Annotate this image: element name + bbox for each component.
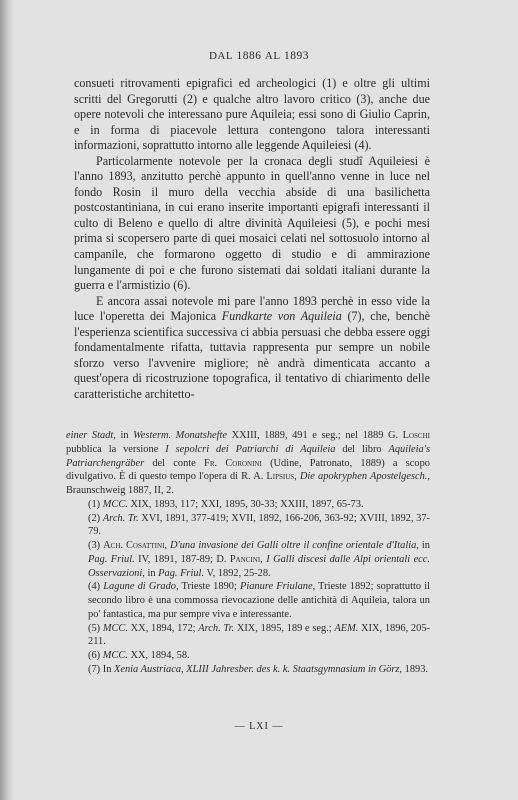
running-header	[0, 50, 518, 62]
note-text: del conte	[144, 457, 205, 469]
note-text: Pag. Friul.	[158, 567, 205, 579]
footnote-2	[66, 512, 430, 540]
paragraph-3-end: (7), che, benchè l'esperienza scientifica successiva ci abbia persuasi che debba essere oggi fondamentalmente rifatta, tuttavia rappresenta pur sempre un nobile sforzo verso l'avvenire migliore; nè andrà dimenticata accanto a quest'opera di ricostruzione topografica, il tentativo di chiarimento delle caratteristiche architetto-	[74, 309, 430, 401]
note-number: (2)	[88, 512, 101, 524]
note-author: Ach. Cosattini	[103, 540, 165, 551]
note-text: V, 1892, 25-28.	[204, 567, 271, 579]
note-text: , Trieste 1892; soprattutto il secondo libro è una commossa rievocazione delle antichità di Aquileia, talora un po' fantastica, ma pur sempre viva e interessante.	[88, 581, 430, 620]
page-spine-shadow	[0, 0, 14, 800]
note-text: pubblica la versione	[66, 443, 166, 455]
note-text: del libro	[335, 443, 389, 455]
paragraph-3-start: E ancora assai notevole mi pare l'anno 1893 perchè in esso vide la luce l'operetta dei Majonica	[74, 293, 430, 324]
header-year1: 1886	[236, 50, 262, 62]
header-year2: 1893	[283, 50, 309, 62]
note-text: AEM.	[334, 622, 359, 634]
note-text: XIX, 1896, 205-211.	[88, 622, 430, 648]
footnote-4	[66, 580, 430, 621]
note-text: XIX, 1893, 117; XXI, 1895, 30-33; XXIII, 1897, 65-73.	[127, 498, 364, 510]
note-text: MCC.	[102, 622, 128, 634]
note-text: Pianure Friulane	[240, 581, 313, 593]
note-author: Fr. Coronini	[204, 457, 262, 469]
note-text: Die apokryphen Apostelgesch.	[299, 471, 428, 483]
note-number: (7)	[88, 663, 101, 675]
note-author: R. A. Lipsius	[241, 471, 295, 483]
note-text: ,	[164, 540, 171, 551]
note-number: (1)	[88, 498, 101, 510]
footnotes	[66, 429, 430, 677]
note-text: MCC.	[102, 498, 128, 510]
paragraph-1: consueti ritrovamenti epigrafici ed archeologici (1) e oltre gli ultimi scritti del Gregorutti (2) e qualche altro lavoro critico (3), anche due opere notevoli che interessano pure Aquileia; essi sono di Giulio Caprin, e in forma di piacevole lettura contengono talora interessanti informazioni, soprattutto intorno alle leggende Aquileiesi (4).	[74, 76, 430, 153]
note-number: (3)	[88, 540, 101, 551]
note-text: Arch. Tr.	[102, 512, 139, 524]
note-text: Aquileia's Patriarchengräber	[66, 443, 430, 469]
note-text: einer Stadt	[66, 430, 114, 441]
note-text: , Trieste 1890;	[175, 581, 240, 593]
note-text: MCC.	[102, 650, 128, 661]
note-text: In	[102, 663, 114, 675]
note-text: , Braunschweig 1887, II, 2.	[66, 471, 431, 496]
note-text: Arch. Tr.	[198, 622, 235, 634]
note-text: I Galli discesi dalle Alpi orientali ecc. Osservazioni	[88, 553, 431, 579]
note-text: D'una invasione dei Galli oltre il confine orientale d'Italia	[170, 540, 417, 551]
note-text: IV, 1891, 187-89;	[134, 553, 217, 565]
note-number: (4)	[88, 581, 101, 593]
note-text: XX, 1894, 58.	[127, 650, 190, 661]
footnote-continuation	[66, 429, 430, 498]
note-text: Lagune di Grado	[103, 581, 176, 593]
footnote-1	[66, 498, 430, 512]
note-text: XXIII, 1889, 491 e seg.; nel 1889	[227, 430, 388, 441]
note-author: D. Pancini	[216, 553, 261, 565]
header-mid: AL	[264, 50, 281, 62]
paragraph-3-title: Fundkarte von Aquileia	[221, 309, 342, 324]
note-author: G. Loschi	[387, 430, 430, 441]
footnote-6	[66, 649, 430, 663]
note-text: XIX, 1895, 189 e seg.;	[234, 622, 335, 634]
paragraph-2: Particolarmente notevole per la cronaca degli studî Aquileiesi è l'anno 1893, anzitutto perchè appunto in quell'anno venne in luce nel fondo Rosin il muro della vecchia abside di una basilichetta postcostantiniana, in cui erano inserite importanti epigrafi interessanti il culto di Beleno e quello di altre divinità Aquileiesi (5), e pochi mesi prima si scopersero parte di quei mosaici celati nel sottosuolo intorno al campanile, che formarono oggetto di studio e di ammirazione lungamente di poi e che furono sistemati dai soldati italiani durante la guerra e l'armistizio (6).	[74, 153, 430, 293]
main-text	[74, 76, 430, 402]
footnote-5	[66, 622, 430, 650]
page-number: — LXI —	[234, 721, 284, 732]
note-text: , 1893.	[399, 663, 428, 675]
note-number: (6)	[88, 650, 101, 661]
note-text: (Udine, Patronato, 1889) a scopo divulgativo. È di questo tempo l'opera di	[66, 457, 430, 483]
header-pre: DAL	[209, 50, 234, 62]
footnote-3	[66, 539, 430, 580]
footnote-7	[66, 663, 430, 677]
note-text: , in	[113, 430, 134, 441]
note-text: XX, 1894, 172;	[127, 622, 199, 634]
note-text: Xenia Austriaca, XLIII Jahresber. des k. k. Staatsgymnasium in Görz	[114, 663, 400, 675]
note-text: , in	[142, 567, 159, 579]
note-number: (5)	[88, 622, 101, 634]
paragraph-3	[74, 294, 430, 403]
note-text: ,	[294, 471, 300, 483]
note-text: , in	[416, 540, 430, 551]
note-text: Westerm. Monatshefte	[133, 430, 228, 441]
note-text: I sepolcri dei Patriarchi di Aquileia	[165, 443, 336, 455]
note-text: ,	[260, 553, 267, 565]
note-text: XVI, 1891, 377-419; XVII, 1892, 166-206, 363-92; XVIII, 1892, 37-79.	[88, 512, 430, 538]
note-text: Pag. Friul.	[88, 553, 135, 565]
